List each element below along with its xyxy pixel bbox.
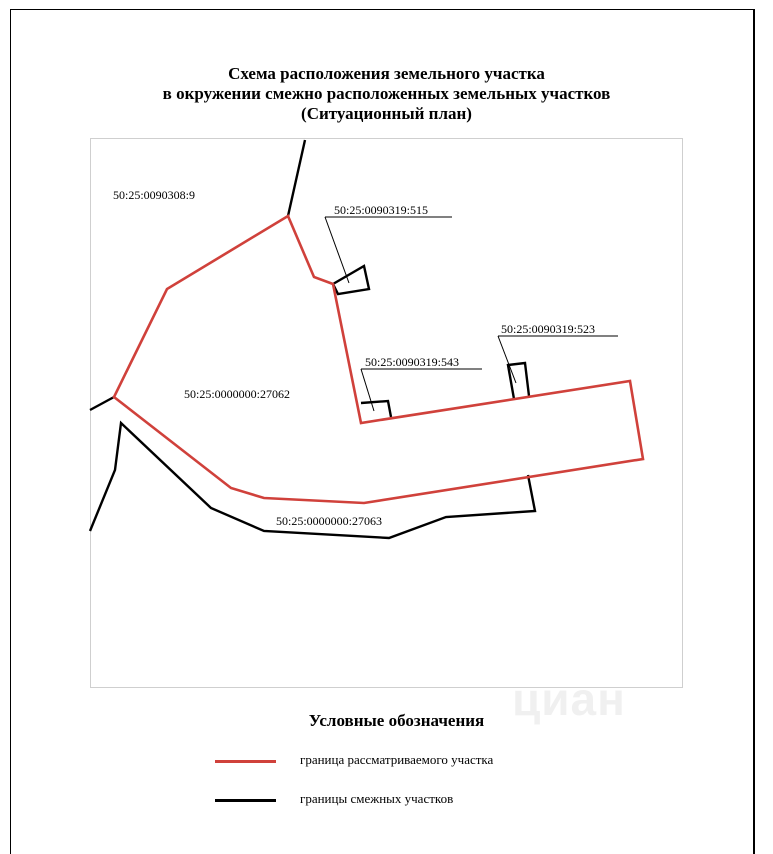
legend-red-line bbox=[215, 760, 276, 763]
adjacent-parcel-523 bbox=[508, 363, 529, 399]
adjacent-parcel-543 bbox=[361, 401, 391, 417]
label-parcel-27062: 50:25:0000000:27062 bbox=[184, 387, 291, 401]
title-line-2: в окружении смежно расположенных земельных участков bbox=[162, 84, 611, 103]
leader-523-diagonal bbox=[498, 336, 516, 383]
leader-515-diagonal bbox=[325, 217, 349, 283]
legend-adjacent-text: границы смежных участков bbox=[300, 791, 454, 806]
label-parcel-0090319-523: 50:25:0090319:523 bbox=[501, 322, 596, 336]
label-parcel-0090308-9: 50:25:0090308:9 bbox=[113, 188, 196, 202]
adjacent-parcel-515 bbox=[333, 266, 369, 294]
label-parcel-0090319-515: 50:25:0090319:515 bbox=[334, 203, 429, 217]
legend-black-line bbox=[215, 799, 276, 802]
watermark-logo: циан bbox=[512, 673, 626, 725]
label-parcel-0090319-543: 50:25:0090319:543 bbox=[365, 355, 460, 369]
leader-543-diagonal bbox=[361, 369, 374, 411]
label-parcel-27063: 50:25:0000000:27063 bbox=[276, 514, 383, 528]
title-line-3: (Ситуационный план) bbox=[301, 104, 472, 123]
legend-title: Условные обозначения bbox=[308, 711, 485, 730]
adjacent-boundary-north bbox=[288, 140, 305, 216]
adjacent-boundary-west bbox=[90, 397, 114, 410]
title-line-1: Схема расположения земельного участка bbox=[228, 64, 545, 83]
legend-subject-text: граница рассматриваемого участка bbox=[300, 752, 494, 767]
